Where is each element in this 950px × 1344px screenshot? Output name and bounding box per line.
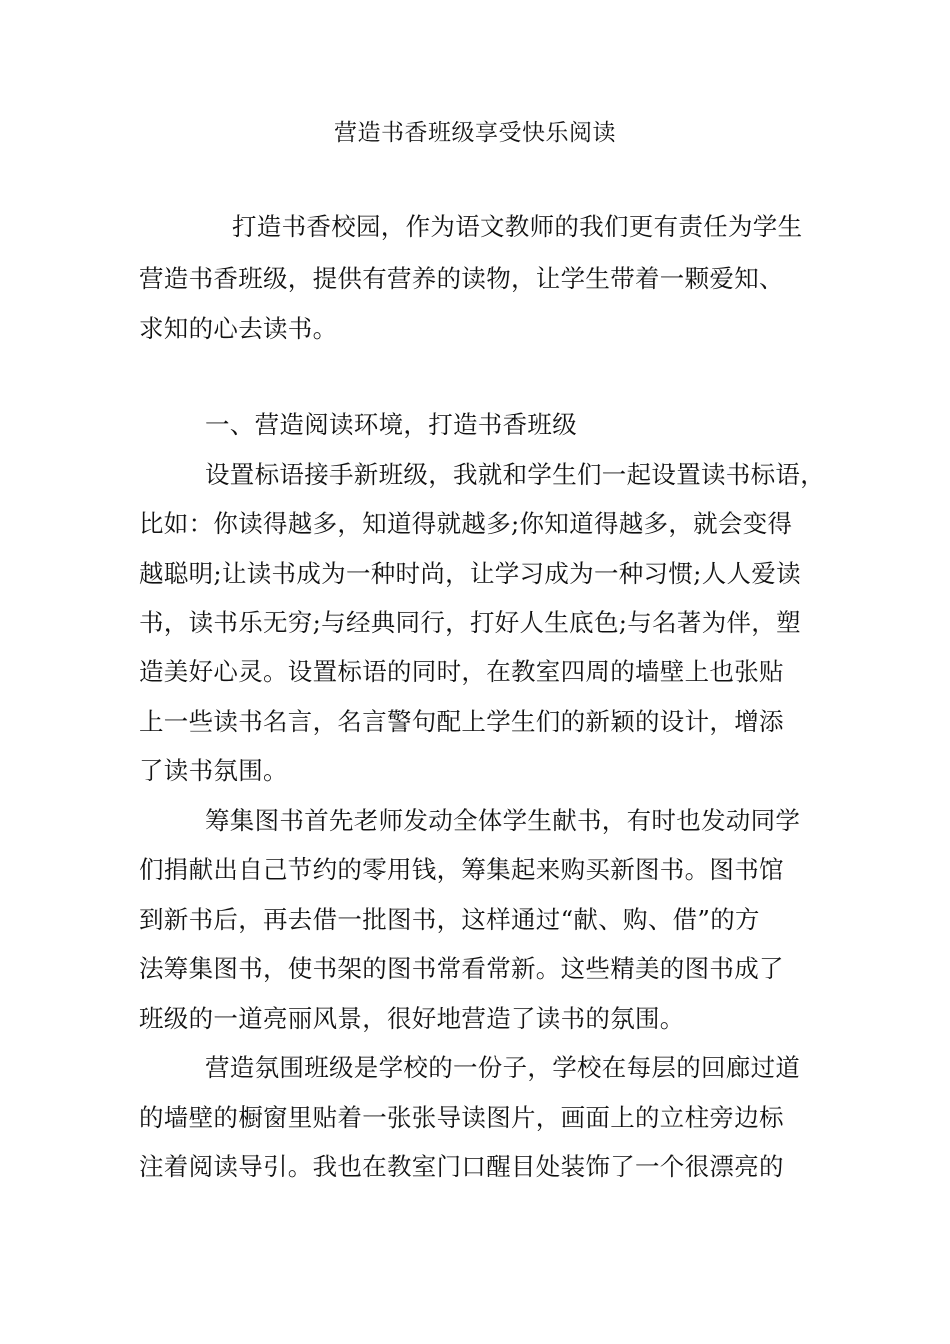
section-heading: 一、营造阅读环境，打造书香班级 bbox=[205, 410, 577, 439]
paragraph-line: 造美好心灵。设置标语的同时，在教室四周的墙壁上也张贴 bbox=[139, 657, 784, 686]
paragraph-line: 了读书氛围。 bbox=[139, 756, 288, 785]
paragraph-line: 书，读书乐无穷;与经典同行，打好人生底色;与名著为伴，塑 bbox=[139, 608, 801, 637]
paragraph-line: 越聪明;让读书成为一种时尚，让学习成为一种习惯;人人爱读 bbox=[139, 559, 801, 588]
paragraph-line: 营造氛围班级是学校的一份子，学校在每层的回廊过道 bbox=[205, 1053, 801, 1082]
paragraph-line: 们捐献出自己节约的零用钱，筹集起来购买新图书。图书馆 bbox=[139, 855, 784, 884]
paragraph-line: 筹集图书首先老师发动全体学生献书，有时也发动同学 bbox=[205, 806, 801, 835]
intro-line: 求知的心去读书。 bbox=[139, 314, 338, 343]
paragraph-line: 法筹集图书，使书架的图书常看常新。这些精美的图书成了 bbox=[139, 954, 784, 983]
paragraph-line: 比如：你读得越多，知道得就越多;你知道得越多，就会变得 bbox=[139, 509, 793, 538]
intro-line: 营造书香班级，提供有营养的读物，让学生带着一颗爱知、 bbox=[139, 264, 784, 293]
paragraph-line: 上一些读书名言，名言警句配上学生们的新颖的设计，增添 bbox=[139, 707, 784, 736]
paragraph-line: 的墙壁的橱窗里贴着一张张导读图片，画面上的立柱旁边标 bbox=[139, 1103, 784, 1132]
page-title: 营造书香班级享受快乐阅读 bbox=[334, 120, 616, 146]
paragraph-line: 设置标语接手新班级，我就和学生们一起设置读书标语， bbox=[205, 460, 825, 489]
paragraph-line: 注着阅读导引。我也在教室门口醒目处装饰了一个很漂亮的 bbox=[139, 1152, 784, 1181]
paragraph-line: 班级的一道亮丽风景，很好地营造了读书的氛围。 bbox=[139, 1004, 685, 1033]
paragraph-line: 到新书后，再去借一批图书，这样通过“献、购、借”的方 bbox=[139, 905, 760, 934]
intro-line: 打造书香校园，作为语文教师的我们更有责任为学生 bbox=[232, 212, 803, 241]
